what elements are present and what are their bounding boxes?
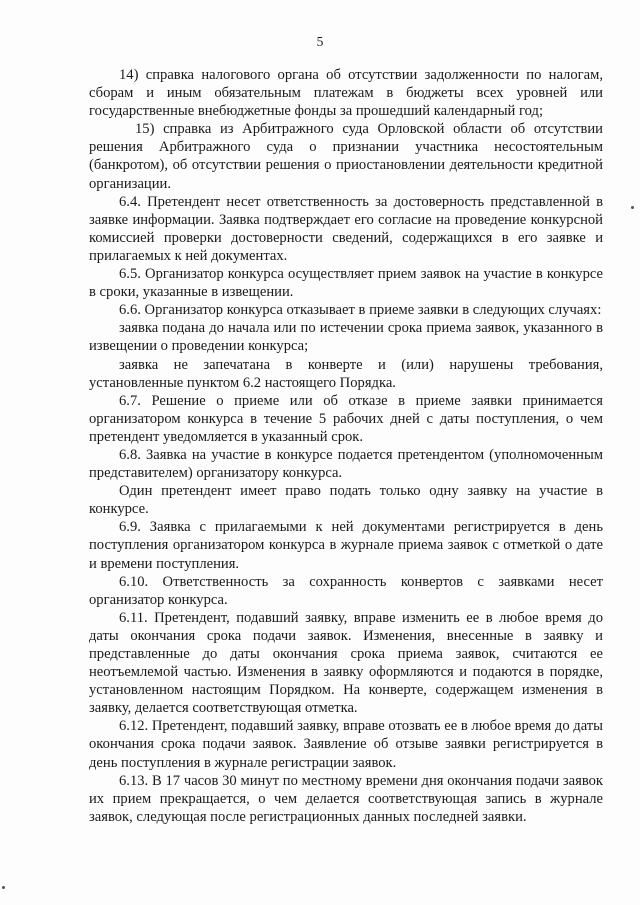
page-number: 5	[316, 34, 324, 49]
paragraph-6-7: 6.7. Решение о приеме или об отказе в приеме заявки принимается организатором конкурса в течение 5 рабочих дней с даты поступления, о чем претендент уведомляется в указанный срок.	[89, 392, 603, 445]
document-body	[89, 66, 603, 826]
paragraph-6-13: 6.13. В 17 часов 30 минут по местному времени дня окончания подачи заявок их прием прекращается, о чем делается соответствующая запись в журнале заявок, следующая после регистрационных данных последней заявки.	[89, 772, 603, 825]
paragraph-6-11: 6.11. Претендент, подавший заявку, вправе изменить ее в любое время до даты окончания срока подачи заявок. Изменения, внесенные в заявку и представленные до даты окончания срока приема заявок, считаются ее неотъемлемой частью. Изменения в заявку оформляются и подаются в порядке, установленном настоящим Порядком. На конверте, содержащем изменения в заявку, делается соответствующая отметка.	[89, 609, 603, 717]
scan-speck	[631, 206, 634, 209]
paragraph-6-5: 6.5. Организатор конкурса осуществляет прием заявок на участие в конкурсе в сроки, указанные в извещении.	[89, 266, 603, 301]
paragraph-item-15: 15) справка из Арбитражного суда Орловской области об отсутствии решения Арбитражного суда о признании участника несостоятельным (банкротом), об отсутствии решения о приостановлении деятельности кредитной организации.	[89, 121, 603, 192]
paragraph-6-6-case-2: заявка не запечатана в конверте и (или) нарушены требования, установленные пунктом 6.2 настоящего Порядка.	[89, 356, 603, 391]
paragraph-6-6: 6.6. Организатор конкурса отказывает в приеме заявки в следующих случаях:	[119, 302, 602, 319]
paragraph-6-6-case-1: заявка подана до начала или по истечении срока приема заявок, указанного в извещении о проведении конкурса;	[89, 320, 603, 355]
paragraph-6-4: 6.4. Претендент несет ответственность за достоверность представленной в заявке информации. Заявка подтверждает его согласие на проведение конкурсной комиссией проверки достоверности сведений, содержащихся в его заявке и прилагаемых к ней документах.	[89, 193, 603, 264]
paragraph-6-9: 6.9. Заявка с прилагаемыми к ней документами регистрируется в день поступления организатором конкурса в журнале приема заявок с отметкой о дате и времени поступления.	[89, 519, 603, 572]
paragraph-item-14: 14) справка налогового органа об отсутствии задолженности по налогам, сборам и иным обязательным платежам в бюджеты всех уровней или государственные внебюджетные фонды за прошедший календарный год;	[89, 67, 603, 120]
paragraph-6-8-note: Один претендент имеет право подать только одну заявку на участие в конкурсе.	[89, 483, 603, 518]
paragraph-6-8: 6.8. Заявка на участие в конкурсе подается претендентом (уполномоченным представителем) организатору конкурса.	[89, 446, 603, 482]
paragraph-6-12: 6.12. Претендент, подавший заявку, вправе отозвать ее в любое время до даты окончания срока подачи заявок. Заявление об отзыве заявки регистрируется в день поступления в журнале регистрации заявок.	[89, 718, 603, 771]
scan-speck	[2, 886, 5, 889]
paragraph-6-10: 6.10. Ответственность за сохранность конвертов с заявками несет организатор конкурса.	[89, 573, 603, 608]
